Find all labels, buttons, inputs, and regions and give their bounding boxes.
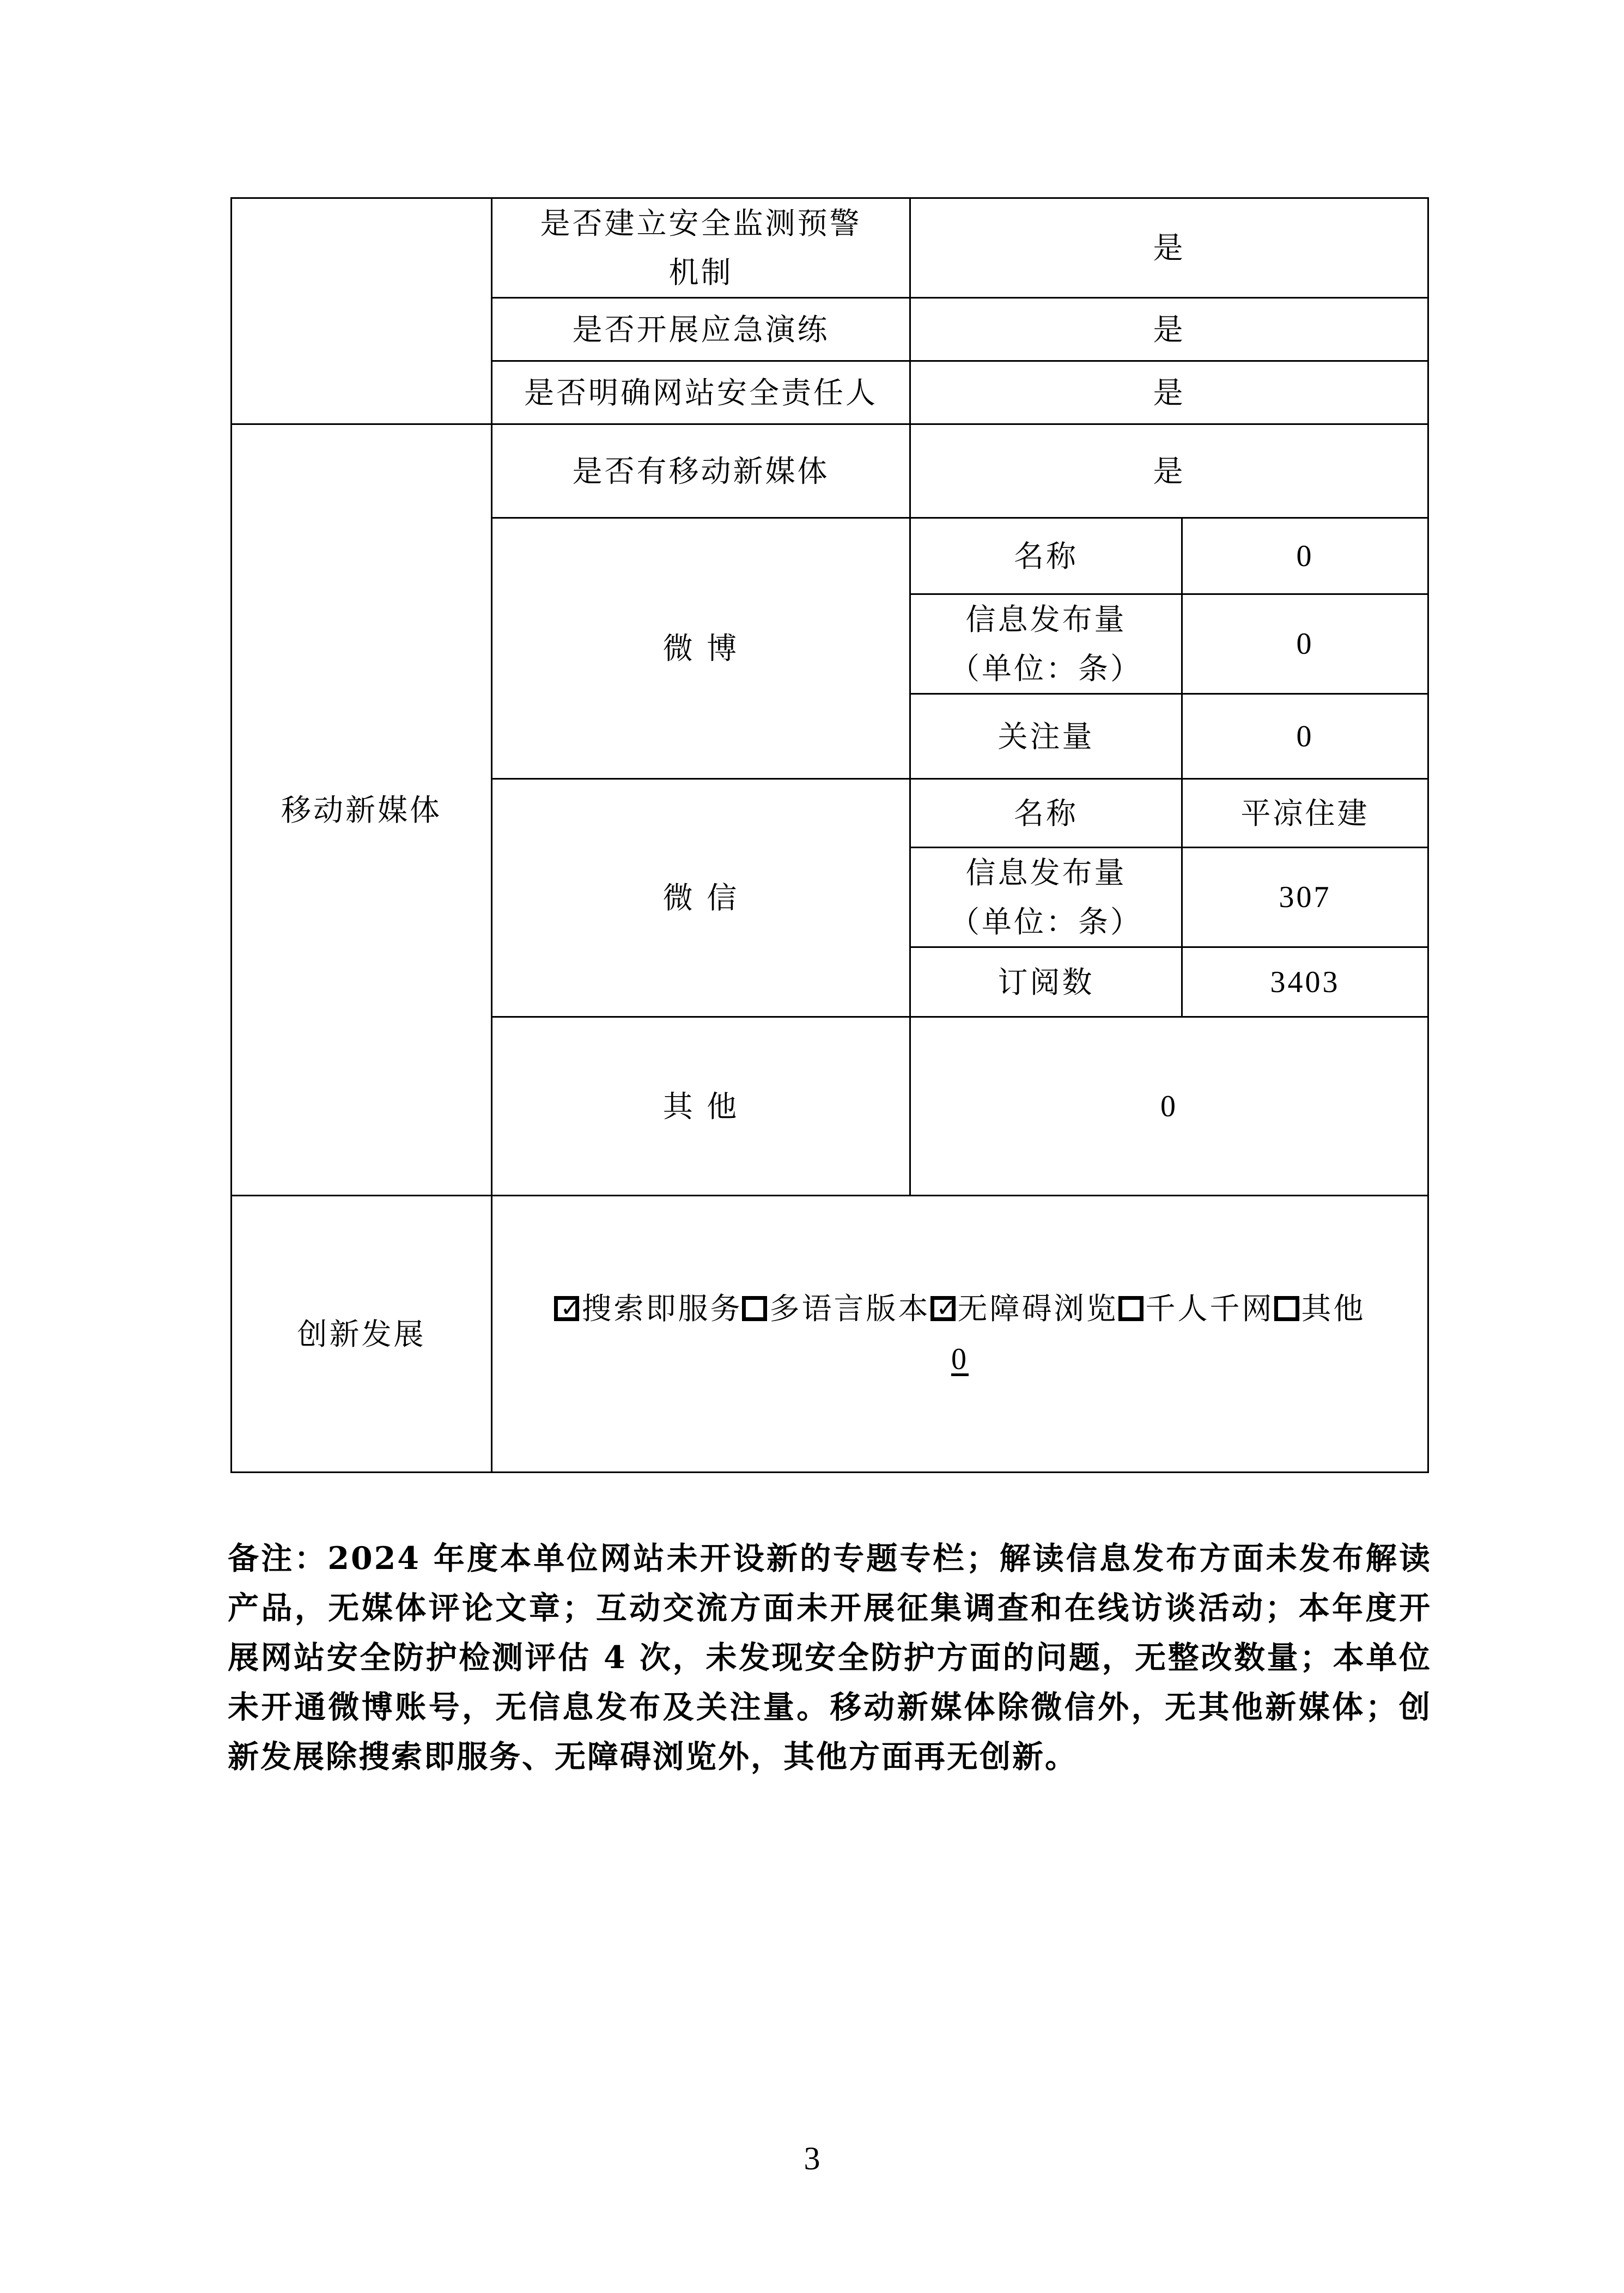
weibo-posts-label-line2: （单位：条） [949,651,1142,686]
multilingual-checkbox[interactable] [742,1296,767,1321]
table-row [232,424,1428,518]
checkmark-icon: ✓ [936,1294,959,1322]
wechat-label: 微 信 [492,779,910,1017]
wechat-name-label: 名称 [910,779,1182,848]
table-row [232,198,1428,298]
weibo-posts-value: 0 [1182,594,1428,694]
responsible-person-question: 是否明确网站安全责任人 [492,361,910,424]
wechat-posts-value: 307 [1182,848,1428,947]
monitor-answer: 是 [910,198,1428,298]
wechat-name-value: 平凉住建 [1182,779,1428,848]
wechat-posts-label-line1: 信息发布量 [965,855,1127,890]
table-row [232,1196,1428,1473]
other-media-label: 其 他 [492,1017,910,1196]
accessibility-checkbox[interactable] [930,1294,959,1322]
weibo-label: 微 博 [492,518,910,779]
remarks-paragraph: 备注：2024 年度本单位网站未开设新的专题专栏；解读信息发布方面未发布解读产品，无媒体评论文章；互动交流方面未开展征集调查和在线访谈活动；本年度开展网站安全防护检测评估 4 次，未发现安全防护方面的问题，无整改数量；本单位未开通微博账号，无信息发布及关注量。移动新媒体除微信外，无其他新媒体；创新发展除搜索即服务、无障碍浏览外，其他方面再无创新。 [228,1540,1432,1775]
monitor-question-line1: 是否建立安全监测预警 [540,206,862,241]
option-label: 其他 [1301,1291,1366,1326]
other-innovation-value: 0 [951,1342,969,1376]
other-innovation-checkbox[interactable] [1274,1296,1299,1321]
option-label: 千人千网 [1145,1291,1274,1326]
option-label: 多语言版本 [769,1291,930,1326]
innovation-options-cell [492,1196,1428,1473]
has-mobile-media-answer: 是 [910,424,1428,518]
personalized-site-checkbox[interactable] [1118,1296,1144,1321]
weibo-posts-label-line1: 信息发布量 [965,602,1127,637]
page-number: 3 [804,2140,820,2176]
wechat-posts-label-line2: （单位：条） [949,904,1142,939]
has-mobile-media-question: 是否有移动新媒体 [492,424,910,518]
option-label: 无障碍浏览 [957,1291,1118,1326]
weibo-posts-label [910,594,1182,694]
drill-question: 是否开展应急演练 [492,298,910,361]
wechat-subscribers-label: 订阅数 [910,947,1182,1017]
weibo-followers-value: 0 [1182,694,1428,779]
other-media-value: 0 [910,1017,1428,1196]
monitor-question-line2: 机制 [668,255,733,290]
weibo-followers-label: 关注量 [910,694,1182,779]
security-section-label-cell [232,198,492,424]
search-service-checkbox[interactable] [554,1294,583,1322]
weibo-name-label: 名称 [910,518,1182,594]
option-label: 搜索即服务 [581,1291,743,1326]
wechat-subscribers-value: 3403 [1182,947,1428,1017]
wechat-posts-label [910,848,1182,947]
innovation-section-label: 创新发展 [232,1196,492,1473]
mobile-media-section-label: 移动新媒体 [232,424,492,1196]
website-report-table [230,197,1429,1473]
drill-answer: 是 [910,298,1428,361]
responsible-person-answer: 是 [910,361,1428,424]
weibo-name-value: 0 [1182,518,1428,594]
checkmark-icon: ✓ [560,1294,583,1322]
monitor-question-cell [492,198,910,298]
